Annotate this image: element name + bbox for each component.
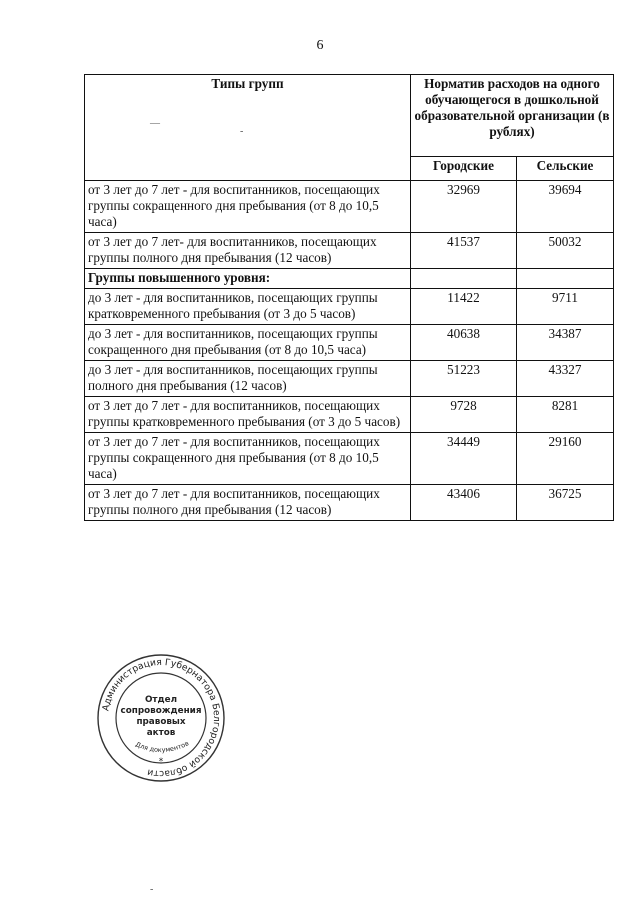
urban-value-cell: 34449 bbox=[411, 433, 517, 485]
group-type-cell: от 3 лет до 7 лет- для воспитанников, посещающих группы полного дня пребывания (12 часов) bbox=[85, 233, 411, 269]
urban-value-cell: 11422 bbox=[411, 289, 517, 325]
urban-value-cell bbox=[411, 269, 517, 289]
group-type-cell: до 3 лет - для воспитанников, посещающих группы кратковременного пребывания (от 3 до 5 часов) bbox=[85, 289, 411, 325]
stamp-line: сопровождения bbox=[120, 706, 202, 716]
table-row bbox=[85, 289, 614, 325]
rural-value-cell: 39694 bbox=[517, 181, 614, 233]
scan-mark: — bbox=[150, 118, 160, 129]
header-norm: Норматив расходов на одного обучающегося в дошкольной образовательной организации (в рублях) bbox=[411, 75, 614, 157]
stamp-line: правовых bbox=[136, 717, 186, 727]
page-number: 6 bbox=[316, 38, 324, 53]
group-type-cell: от 3 лет до 7 лет - для воспитанников, посещающих группы кратковременного пребывания (от 3 до 5 часов) bbox=[85, 397, 411, 433]
urban-value-cell: 9728 bbox=[411, 397, 517, 433]
scan-mark: - bbox=[240, 126, 244, 137]
rural-value-cell: 29160 bbox=[517, 433, 614, 485]
stamp-ring-text: Администрация Губернатора Белгородской области bbox=[100, 656, 223, 780]
header-rural: Сельские bbox=[517, 156, 614, 180]
table-row bbox=[85, 181, 614, 233]
norms-table bbox=[84, 74, 614, 521]
stamp-line: актов bbox=[146, 728, 176, 738]
table-row bbox=[85, 269, 614, 289]
group-type-cell: от 3 лет до 7 лет - для воспитанников, посещающих группы сокращенного дня пребывания (от 8 до 10,5 часа) bbox=[85, 433, 411, 485]
table-row bbox=[85, 361, 614, 397]
rural-value-cell: 36725 bbox=[517, 485, 614, 521]
rural-value-cell: 43327 bbox=[517, 361, 614, 397]
urban-value-cell: 40638 bbox=[411, 325, 517, 361]
rural-value-cell: 8281 bbox=[517, 397, 614, 433]
table-row bbox=[85, 397, 614, 433]
table-row bbox=[85, 325, 614, 361]
group-type-cell: от 3 лет до 7 лет - для воспитанников, посещающих группы сокращенного дня пребывания (от 8 до 10,5 часа) bbox=[85, 181, 411, 233]
urban-value-cell: 43406 bbox=[411, 485, 517, 521]
stamp-bottom-text: Для документов bbox=[134, 739, 191, 755]
urban-value-cell: 51223 bbox=[411, 361, 517, 397]
stamp-line: Отдел bbox=[144, 695, 178, 705]
table-row bbox=[85, 485, 614, 521]
star-icon: * bbox=[158, 757, 164, 767]
official-stamp bbox=[95, 652, 227, 784]
group-type-cell: до 3 лет - для воспитанников, посещающих группы полного дня пребывания (12 часов) bbox=[85, 361, 411, 397]
rural-value-cell: 9711 bbox=[517, 289, 614, 325]
urban-value-cell: 32969 bbox=[411, 181, 517, 233]
rural-value-cell: 50032 bbox=[517, 233, 614, 269]
urban-value-cell: 41537 bbox=[411, 233, 517, 269]
table-row bbox=[85, 433, 614, 485]
table-body bbox=[85, 181, 614, 521]
header-row bbox=[85, 75, 614, 157]
header-urban: Городские bbox=[411, 156, 517, 180]
group-type-cell: до 3 лет - для воспитанников, посещающих группы сокращенного дня пребывания (от 8 до 10,5 часа) bbox=[85, 325, 411, 361]
scan-mark: - bbox=[150, 884, 154, 895]
section-heading: Группы повышенного уровня: bbox=[85, 269, 411, 289]
group-type-cell: от 3 лет до 7 лет - для воспитанников, посещающих группы полного дня пребывания (12 часов) bbox=[85, 485, 411, 521]
rural-value-cell bbox=[517, 269, 614, 289]
table-row bbox=[85, 233, 614, 269]
rural-value-cell: 34387 bbox=[517, 325, 614, 361]
header-types: Типы групп bbox=[85, 75, 411, 181]
